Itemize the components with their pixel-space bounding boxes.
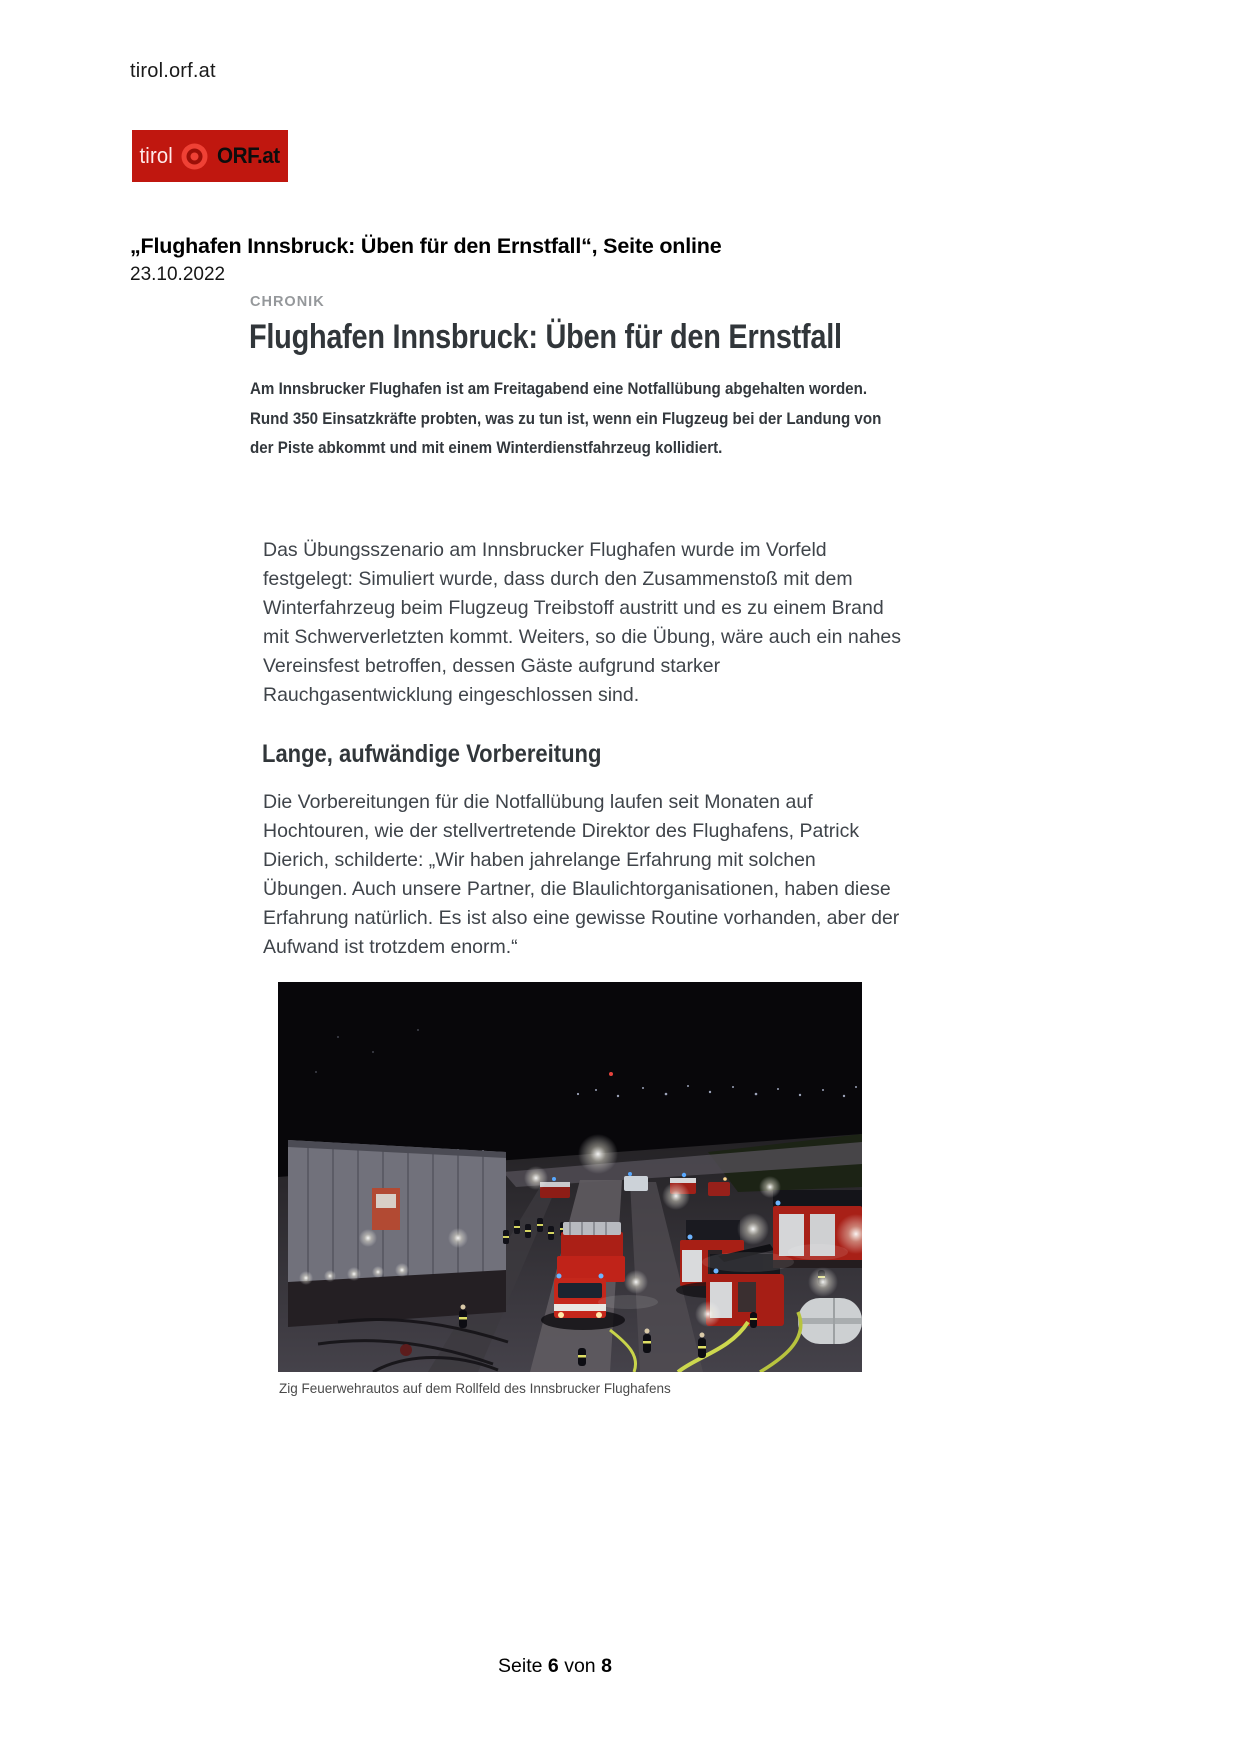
footer-page-label: Seite xyxy=(498,1655,543,1677)
article-title: Flughafen Innsbruck: Üben für den Ernstfall xyxy=(249,318,842,356)
orf-eye-icon xyxy=(181,143,208,170)
page-number-footer xyxy=(0,1655,1110,1678)
photo-caption: Zig Feuerwehrautos auf dem Rollfeld des Innsbrucker Flughafens xyxy=(279,1381,671,1396)
footer-separator: von xyxy=(564,1655,596,1677)
document-headline: „Flughafen Innsbruck: Üben für den Ernstfall“, Seite online xyxy=(130,234,722,258)
orf-tirol-logo xyxy=(132,130,288,182)
source-url-text: tirol.orf.at xyxy=(130,60,216,82)
logo-brand-label: ORF.at xyxy=(217,143,281,168)
footer-current-page: 6 xyxy=(547,1655,559,1677)
article-lead: Am Innsbrucker Flughafen ist am Freitagabend eine Notfallübung abgehalten worden. Rund 350 Einsatzkräfte probten, was zu tun ist, wenn ein Flugzeug bei der Landung von der Piste abkommt und mit einem Winterdienstfahrzeug kollidiert. xyxy=(250,379,882,457)
article-paragraph-2: Die Vorbereitungen für die Notfallübung laufen seit Monaten auf Hochtouren, wie der stellvertretende Direktor des Flughafens, Patrick Dierich, schilderte: „Wir haben jahrelange Erfahrung mit solchen Übungen. Auch unsere Partner, die Blaulichtorganisationen, haben diese Erfahrung natürlich. Es ist also eine gewisse Routine vorhanden, aber der Aufwand ist trotzdem enorm.“ xyxy=(263,791,900,958)
article-category: CHRONIK xyxy=(250,294,325,310)
logo-region-label: tirol xyxy=(139,143,173,168)
article-photo xyxy=(278,982,862,1372)
footer-total-pages: 8 xyxy=(601,1655,612,1677)
article-subheading: Lange, aufwändige Vorbereitung xyxy=(262,740,602,768)
article-paragraph-1: Das Übungsszenario am Innsbrucker Flughafen wurde im Vorfeld festgelegt: Simuliert wurde, dass durch den Zusammenstoß mit dem Winterfahrzeug beim Flugzeug Treibstoff austritt und es zu einem Brand mit Schwerverletzten kommt. Weiters, so die Übung, wäre auch ein nahes Vereinsfest betroffen, dessen Gäste aufgrund starker Rauchgasentwicklung eingeschlossen sind. xyxy=(263,539,902,706)
document-date: 23.10.2022 xyxy=(130,264,226,285)
